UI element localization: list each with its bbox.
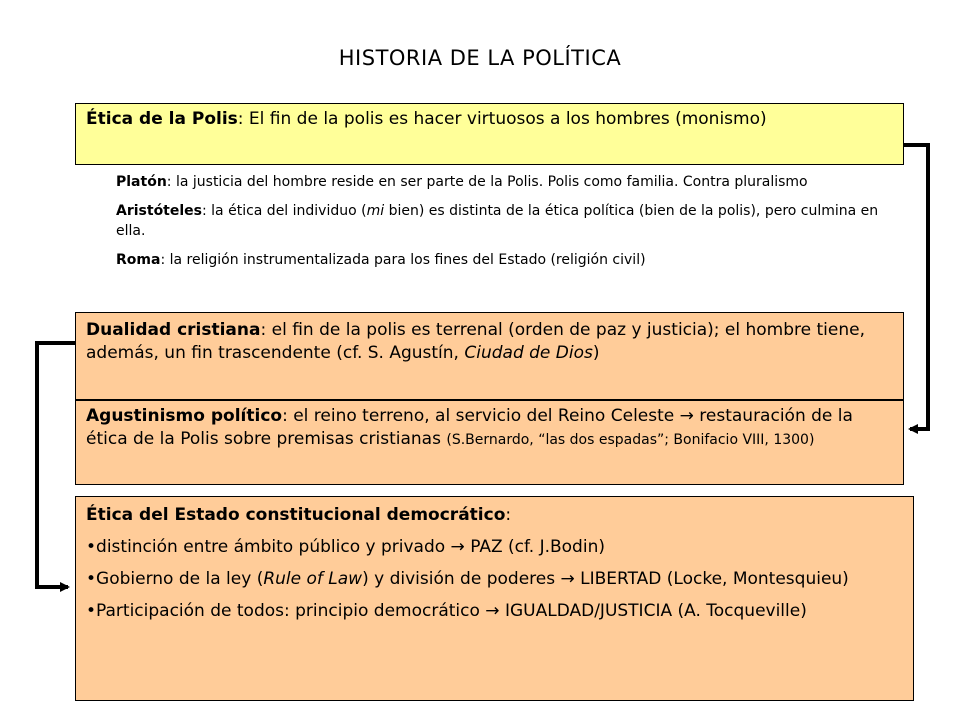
dualidad-close: ): [592, 343, 600, 363]
etica-polis-term: Ética de la Polis: [86, 109, 238, 129]
item-text: •Gobierno de la ley (: [86, 569, 264, 589]
left-connector-arrow: [37, 343, 75, 587]
note-italic: mi: [366, 203, 385, 219]
note-term: Roma: [116, 252, 161, 268]
note-text: : la justicia del hombre reside en ser parte de la Polis. Polis como familia. Contra pluralismo: [166, 174, 808, 190]
dualidad-italic: Ciudad de Dios: [464, 343, 593, 363]
item-text: ) y división de poderes → LIBERTAD (Locke, Montesquieu): [362, 569, 849, 589]
list-item: •Participación de todos: principio democrático → IGUALDAD/JUSTICIA (A. Tocqueville): [86, 601, 807, 621]
note-text: : la religión instrumentalizada para los fines del Estado (religión civil): [160, 252, 646, 268]
agustinismo-text: : el reino terreno, al servicio del Reino Celeste → restauración de la ética de la Polis sobre premisas cristianas: [86, 406, 853, 449]
note-term: Platón: [116, 174, 167, 190]
item-italic: Rule of Law: [263, 569, 363, 589]
agustinismo-term: Agustinismo político: [86, 406, 283, 426]
page-title: HISTORIA DE LA POLÍTICA: [338, 46, 622, 70]
etica-polis-colon: :: [237, 109, 244, 129]
dualidad-term: Dualidad cristiana: [86, 320, 261, 340]
estado-colon: :: [505, 505, 512, 525]
estado-term: Ética del Estado constitucional democrático: [86, 505, 506, 525]
etica-polis-text: El fin de la polis es hacer virtuosos a los hombres (monismo): [243, 109, 767, 129]
right-connector-arrow: [904, 145, 928, 429]
note-text: : la ética del individuo (: [202, 203, 367, 219]
note-term: Aristóteles: [116, 203, 202, 219]
dualidad-text: : el fin de la polis es terrenal (orden de paz y justicia); el hombre tiene, además, un fin trascendente (cf. S. Agustín,: [86, 320, 865, 363]
list-item: •distinción entre ámbito público y privado → PAZ (cf. J.Bodin): [86, 537, 605, 557]
agustinismo-note: (S.Bernardo, “las dos espadas”; Bonifacio VIII, 1300): [446, 432, 815, 448]
note-text: bien) es distinta de la ética política (bien de la polis), pero culmina en ella.: [116, 203, 879, 239]
